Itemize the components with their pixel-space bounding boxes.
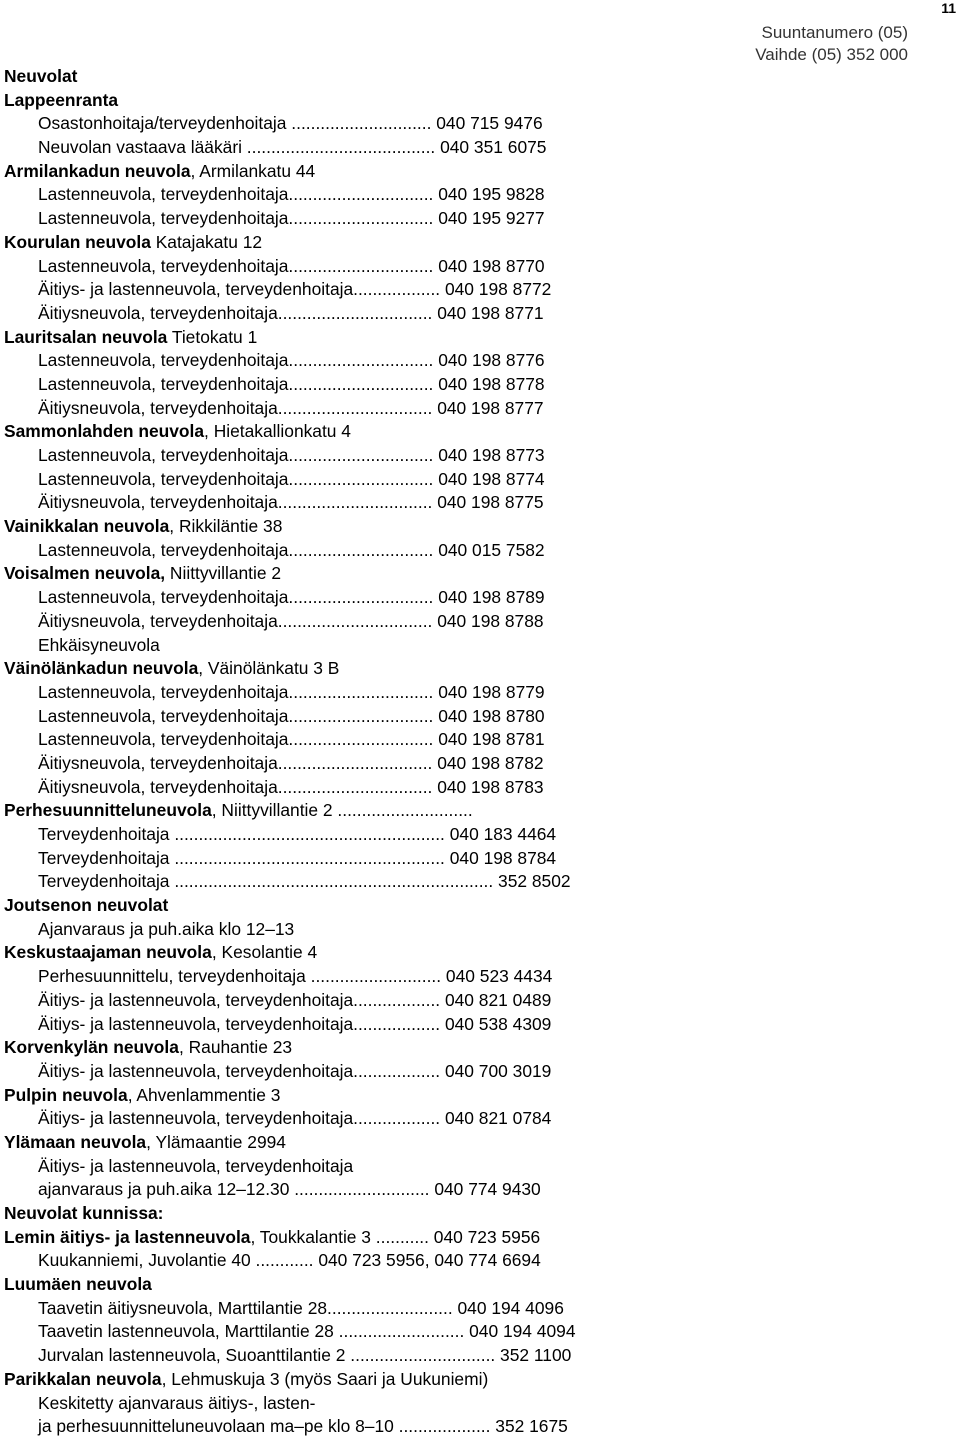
directory-entry — [4, 302, 704, 326]
entry-text: Terveydenhoitaja ........................................................ 040 198 8784 — [38, 847, 557, 868]
directory-entry — [4, 728, 704, 752]
clinic-name: Pulpin neuvola — [4, 1084, 128, 1105]
directory-entry — [4, 1320, 704, 1344]
entry-text: Lastenneuvola, terveydenhoitaja.............................. 040 015 7582 — [38, 539, 545, 560]
clinic-name: Luumäen neuvola — [4, 1274, 152, 1295]
directory-entry — [4, 255, 704, 279]
entry-text: Ajanvaraus ja puh.aika klo 12–13 — [38, 918, 295, 939]
directory-entry — [4, 136, 704, 160]
clinic-address: , Väinölänkatu 3 B — [198, 658, 340, 679]
directory-heading — [4, 1273, 704, 1297]
entry-text: Lastenneuvola, terveydenhoitaja.............................. 040 198 8778 — [38, 373, 545, 394]
clinic-name: Parikkalan neuvola — [4, 1368, 162, 1389]
entry-text: Äitiys- ja lastenneuvola, terveydenhoitaja.................. 040 538 4309 — [38, 1013, 552, 1034]
entry-text: ajanvaraus ja puh.aika 12–12.30 ............................ 040 774 9430 — [38, 1179, 541, 1200]
directory-entry — [4, 965, 704, 989]
directory-heading — [4, 231, 704, 255]
entry-text: Keskitetty ajanvaraus äitiys-, lasten- — [38, 1392, 316, 1413]
clinic-address: , Niittyvillantie 2 ............................ — [211, 800, 473, 821]
clinic-address: , Lehmuskuja 3 (myös Saari ja Uukuniemi) — [161, 1368, 489, 1389]
entry-text: Lastenneuvola, terveydenhoitaja.............................. 040 198 8781 — [38, 729, 545, 750]
clinic-address: Tietokatu 1 — [167, 326, 258, 347]
entry-text: Lastenneuvola, terveydenhoitaja.............................. 040 195 9277 — [38, 208, 545, 229]
entry-text: Lastenneuvola, terveydenhoitaja.............................. 040 198 8779 — [38, 681, 545, 702]
clinic-name: Väinölänkadun neuvola — [4, 658, 199, 679]
clinic-name: Perhesuunnitteluneuvola — [4, 800, 212, 821]
page-header — [755, 22, 908, 66]
clinic-name: Neuvolat — [4, 66, 78, 86]
directory-entry — [4, 397, 704, 421]
entry-text: Terveydenhoitaja ........................................................ 040 183 4464 — [38, 824, 557, 844]
directory-heading — [4, 941, 704, 965]
directory-heading — [4, 1202, 704, 1226]
entry-text: Jurvalan lastenneuvola, Suoanttilantie 2 .............................. 352 1100 — [38, 1345, 572, 1366]
entry-text: Lastenneuvola, terveydenhoitaja.............................. 040 195 9828 — [38, 184, 545, 205]
page-number: 11 — [941, 0, 956, 16]
entry-text: Neuvolan vastaava lääkäri ....................................... 040 351 6075 — [38, 137, 547, 158]
entry-text: Taavetin äitiysneuvola, Marttilantie 28.......................... 040 194 4096 — [38, 1297, 564, 1318]
directory-entry — [4, 444, 704, 468]
directory-heading — [4, 1226, 704, 1250]
directory-entry — [4, 373, 704, 397]
directory-entry — [4, 1392, 704, 1416]
directory-entry — [4, 491, 704, 515]
clinic-name: Armilankadun neuvola — [4, 160, 191, 181]
directory-entry — [4, 1249, 704, 1273]
clinic-address: , Ylämaantie 2994 — [146, 1131, 286, 1152]
directory-heading — [4, 1036, 704, 1060]
directory-entry — [4, 1060, 704, 1084]
entry-text: Lastenneuvola, terveydenhoitaja.............................. 040 198 8773 — [38, 445, 545, 465]
directory-heading — [4, 1131, 704, 1155]
directory-heading — [4, 515, 704, 539]
clinic-name: Ylämaan neuvola — [4, 1131, 147, 1152]
directory-heading — [4, 799, 704, 823]
directory-entry — [4, 112, 704, 136]
clinic-address: Katajakatu 12 — [150, 231, 263, 252]
directory-heading — [4, 89, 704, 113]
directory-entry — [4, 349, 704, 373]
directory-entry — [4, 278, 704, 302]
directory-heading — [4, 657, 704, 681]
entry-text: Äitiysneuvola, terveydenhoitaja................................ 040 198 8771 — [38, 302, 544, 323]
entry-text: Taavetin lastenneuvola, Marttilantie 28 .......................... 040 194 4094 — [38, 1321, 576, 1342]
clinic-name: Lappeenranta — [4, 89, 119, 110]
directory-entry — [4, 610, 704, 634]
directory-heading — [4, 65, 704, 89]
entry-text: Äitiysneuvola, terveydenhoitaja................................ 040 198 8788 — [38, 610, 544, 631]
directory-entry — [4, 681, 704, 705]
clinic-name: Joutsenon neuvolat — [4, 895, 169, 916]
entry-text: Äitiys- ja lastenneuvola, terveydenhoitaja.................. 040 198 8772 — [38, 279, 552, 300]
entry-text: Kuukanniemi, Juvolantie 40 ............ 040 723 5956, 040 774 6694 — [38, 1250, 541, 1271]
entry-text: Perhesuunnittelu, terveydenhoitaja ........................... 040 523 4434 — [38, 966, 553, 987]
directory-entry — [4, 918, 704, 942]
directory-heading — [4, 562, 704, 586]
clinic-address: , Toukkalantie 3 ........... 040 723 5956 — [250, 1226, 541, 1247]
entry-text: Osastonhoitaja/terveydenhoitaja ............................. 040 715 9476 — [38, 113, 543, 134]
directory-heading — [4, 1084, 704, 1108]
directory-heading — [4, 160, 704, 184]
clinic-address: , Rauhantie 23 — [178, 1037, 293, 1058]
entry-text: Lastenneuvola, terveydenhoitaja.............................. 040 198 8776 — [38, 350, 545, 371]
area-code-label: Suuntanumero (05) — [761, 23, 908, 42]
clinic-address: Niittyvillantie 2 — [165, 563, 282, 584]
directory-entry — [4, 847, 704, 871]
directory-entry — [4, 1155, 704, 1179]
directory-heading — [4, 420, 704, 444]
entry-text: Äitiysneuvola, terveydenhoitaja................................ 040 198 8777 — [38, 397, 544, 418]
directory-heading — [4, 1368, 704, 1392]
directory-entry — [4, 634, 704, 658]
entry-text: Lastenneuvola, terveydenhoitaja.............................. 040 198 8774 — [38, 468, 545, 489]
clinic-name: Vainikkalan neuvola — [4, 516, 170, 537]
directory-entry — [4, 183, 704, 207]
entry-text: Lastenneuvola, terveydenhoitaja.............................. 040 198 8789 — [38, 587, 545, 608]
clinic-name: Korvenkylän neuvola — [4, 1037, 179, 1058]
directory-entry — [4, 1107, 704, 1131]
directory-entry — [4, 752, 704, 776]
clinic-name: Neuvolat kunnissa: — [4, 1203, 164, 1223]
entry-text: Terveydenhoitaja .................................................................. 352 8502 — [38, 871, 571, 892]
directory-entry — [4, 1297, 704, 1321]
directory-heading — [4, 894, 704, 918]
clinic-address: , Hietakallionkatu 4 — [204, 421, 351, 442]
entry-text: Äitiysneuvola, terveydenhoitaja................................ 040 198 8783 — [38, 776, 544, 797]
directory-entry — [4, 776, 704, 800]
directory-entry — [4, 1344, 704, 1368]
clinic-name: Lemin äitiys- ja lastenneuvola — [4, 1226, 251, 1247]
clinic-name: Kourulan neuvola — [4, 231, 151, 252]
directory-entry — [4, 468, 704, 492]
clinic-name: Keskustaajaman neuvola — [4, 942, 212, 963]
directory-entry — [4, 870, 704, 894]
entry-text: Lastenneuvola, terveydenhoitaja.............................. 040 198 8770 — [38, 255, 545, 276]
directory-entry — [4, 539, 704, 563]
directory-entry — [4, 705, 704, 729]
directory-list — [4, 65, 704, 1439]
directory-entry — [4, 586, 704, 610]
directory-entry — [4, 989, 704, 1013]
clinic-name: Sammonlahden neuvola — [4, 421, 205, 442]
clinic-address: , Armilankatu 44 — [190, 160, 316, 181]
entry-text: Äitiysneuvola, terveydenhoitaja................................ 040 198 8782 — [38, 752, 544, 773]
directory-entry — [4, 1415, 704, 1439]
clinic-name: Voisalmen neuvola, — [4, 563, 166, 584]
entry-text: Äitiys- ja lastenneuvola, terveydenhoitaja.................. 040 700 3019 — [38, 1060, 552, 1081]
clinic-address: , Ahvenlammentie 3 — [127, 1084, 281, 1105]
directory-entry — [4, 1178, 704, 1202]
entry-text: ja perhesuunnitteluneuvolaan ma–pe klo 8–10 ................... 352 1675 — [38, 1416, 568, 1437]
clinic-name: Lauritsalan neuvola — [4, 326, 168, 347]
entry-text: Lastenneuvola, terveydenhoitaja.............................. 040 198 8780 — [38, 705, 545, 726]
entry-text: Äitiys- ja lastenneuvola, terveydenhoitaja.................. 040 821 0784 — [38, 1108, 552, 1129]
clinic-address: , Rikkiläntie 38 — [169, 516, 283, 537]
clinic-address: , Kesolantie 4 — [211, 942, 318, 963]
entry-text: Äitiys- ja lastenneuvola, terveydenhoitaja.................. 040 821 0489 — [38, 989, 552, 1010]
directory-entry — [4, 1013, 704, 1037]
directory-entry — [4, 207, 704, 231]
entry-text: Ehkäisyneuvola — [38, 634, 160, 655]
entry-text: Äitiysneuvola, terveydenhoitaja................................ 040 198 8775 — [38, 492, 544, 513]
entry-text: Äitiys- ja lastenneuvola, terveydenhoitaja — [38, 1155, 354, 1176]
directory-heading — [4, 326, 704, 350]
directory-entry — [4, 823, 704, 847]
switchboard-number: Vaihde (05) 352 000 — [755, 45, 908, 64]
